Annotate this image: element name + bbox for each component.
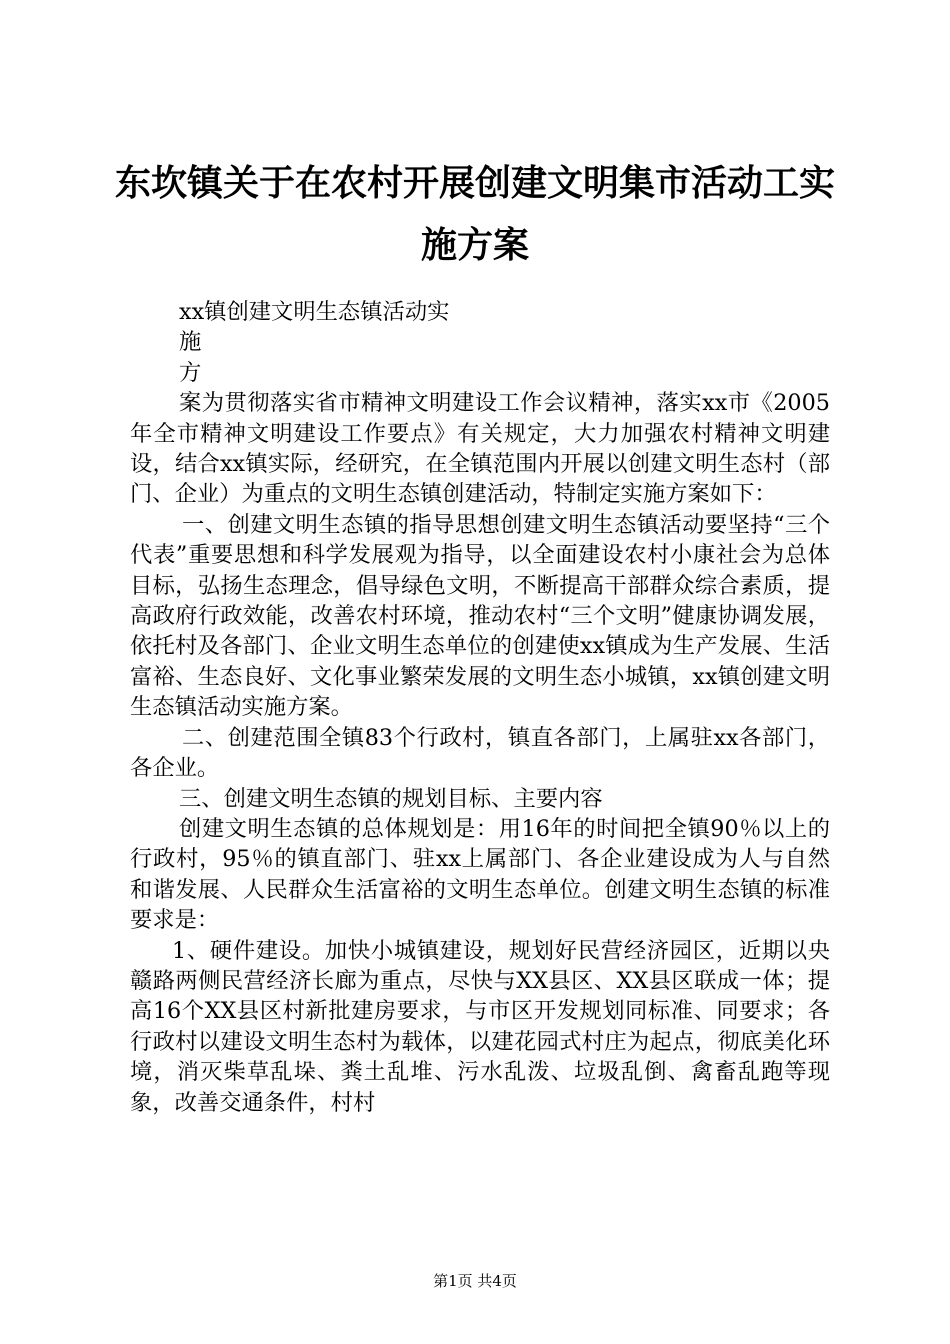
- paragraph-overall-plan: 创建文明生态镇的总体规划是：用16年的时间把全镇90％以上的行政村，95％的镇直部门、驻xx上属部门、各企业建设成为人与自然和谐发展、人民群众生活富裕的文明生态单位。创建文明生态镇的标准要求是：: [130, 815, 830, 934]
- paragraph-section-1: 一、创建文明生态镇的指导思想创建文明生态镇活动要坚持“三个代表”重要思想和科学发展观为指导，以全面建设农村小康社会为总体目标，弘扬生态理念，倡导绿色文明，不断提高干部群众综合素质，提高政府行政效能，改善农村环境，推动农村“三个文明”健康协调发展，依托村及各部门、企业文明生态单位的创建使xx镇成为生产发展、生活富裕、生态良好、文化事业繁荣发展的文明生态小城镇，xx镇创建文明生态镇活动实施方案。: [130, 511, 830, 721]
- paragraph-section-2: 二、创建范围全镇83个行政村，镇直各部门，上属驻xx各部门，各企业。: [130, 724, 830, 782]
- paragraph-section-3-heading: 三、创建文明生态镇的规划目标、主要内容: [179, 785, 603, 812]
- heading-line: xx镇创建文明生态镇活动实: [179, 299, 450, 325]
- heading-line: 方: [179, 359, 202, 386]
- paragraph-intro: 案为贯彻落实省市精神文明建设工作会议精神，落实xx市《2005年全市精神文明建设工作要点》有关规定，大力加强农村精神文明建设，结合xx镇实际，经研究，在全镇范围内开展以创建文明生态村（部门、企业）为重点的文明生态镇创建活动，特制定实施方案如下：: [130, 390, 830, 508]
- document-title: 东坎镇关于在农村开展创建文明集市活动工实施方案: [114, 163, 835, 266]
- page-footer: 第1页 共4页: [433, 1272, 517, 1290]
- document-body: [130, 297, 830, 1118]
- paragraph-hardware-construction: 1、硬件建设。加快小城镇建设，规划好民营经济园区，近期以央赣路两侧民营经济长廊为重点，尽快与XX县区、XX县区联成一体；提高16个XX县区村新批建房要求，与市区开发规划同标准、同要求；各行政村以建设文明生态村为载体，以建花园式村庄为起点，彻底美化环境，消灭柴草乱垛、粪土乱堆、污水乱泼、垃圾乱倒、禽畜乱跑等现象，改善交通条件，村村: [130, 937, 830, 1116]
- heading-line: 施: [179, 329, 202, 356]
